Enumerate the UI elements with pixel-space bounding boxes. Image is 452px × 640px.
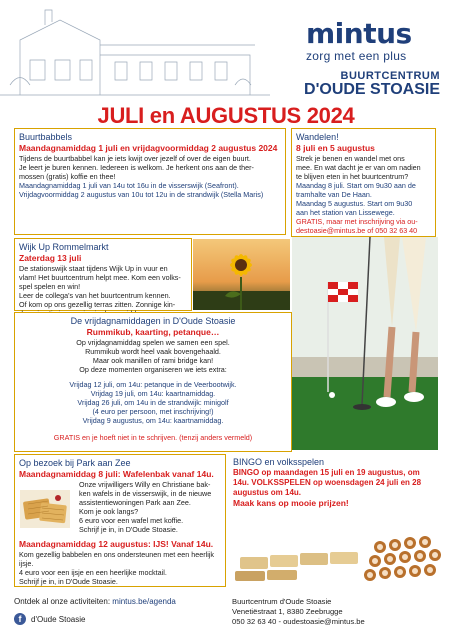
vrijdag-event: Vrijdag 9 augustus, om 14u: kaartnamiddag.: [82, 416, 224, 425]
park-text-line: 4 euro voor een ijsje en een heerlijke mocktail.: [19, 568, 167, 577]
wandelen-info-line: GRATIS, maar met inschrijving via ou-: [296, 217, 418, 226]
wandelen-dates: 8 juli en 5 augustus: [296, 143, 375, 153]
page-title: JULI en AUGUSTUS 2024: [97, 103, 355, 128]
vrijdag-event: Vrijdag 26 juli, om 14u in de strandwijk: minigolf: [77, 398, 229, 407]
bingo-tokens-photo: [230, 535, 445, 590]
park-title: Op bezoek bij Park aan Zee: [19, 458, 131, 468]
wijkup-text-line: Of kom op ons gezellig terras zitten. Zonnige kin-: [19, 300, 176, 309]
wandelen-schedule-line: aan het station van Lissewege.: [296, 208, 395, 217]
park-text-line: Onze vrijwilligers Willy en Christiane bak-: [79, 480, 211, 489]
address-block: [232, 597, 365, 627]
buurtbabbels-schedule-line: Maandagnamiddag 1 juli van 14u tot 16u in de visserswijk (Seafront).: [19, 181, 239, 190]
wijkup-date: Zaterdag 13 juli: [19, 253, 82, 263]
minigolf-photo: [292, 237, 438, 450]
agenda-line: [14, 597, 176, 606]
buurtbabbels-box: [14, 128, 286, 235]
mintus-logo: [306, 17, 446, 63]
park-text-line: 6 euro voor een wafel met koffie.: [79, 516, 184, 525]
wandelen-info-line: destoasie@mintus.be of 050 32 63 40: [296, 226, 418, 235]
wijkup-box: [14, 238, 192, 311]
buurtbabbels-dates: Maandagnamiddag 1 juli en vrijdagvoormiddag 2 augustus 2024: [19, 143, 278, 153]
wandelen-schedule-line: Maandag 5 augustus. Start om 9u30: [296, 199, 413, 208]
wandelen-schedule-line: tramhalte van De Haan.: [296, 190, 372, 199]
wandelen-title: Wandelen!: [296, 132, 339, 142]
vrijdag-event: (4 euro per persoon, met inschrijving!): [92, 407, 214, 416]
wandelen-box: [291, 128, 436, 237]
vrijdag-text-line: Rummikub wordt heel vaak bovengehaald.: [85, 347, 221, 356]
wijkup-text-line: vlam! Het buurtcentrum helpt mee. Kom een volks-: [19, 273, 181, 282]
park-text-line: Kom gezellig babbelen en ons ondersteunen met een heerlijk ijsje.: [19, 550, 214, 568]
park-text-line: assistentiewoningen Park aan Zee.: [79, 498, 191, 507]
center-label: BUURTCENTRUM: [340, 70, 440, 82]
park-text-line: Schrijf je in, in D'Oude Stoasie.: [19, 577, 118, 586]
buurtbabbels-schedule-line: Vrijdagvoormiddag 2 augustus van 10u tot 12u in de strandwijk (Stella Maris): [19, 190, 264, 199]
logo-tagline: zorg met een plus: [306, 49, 407, 63]
park-text-line: ken wafels in de visserswijk, in de nieuwe: [79, 489, 212, 498]
park-headline-waffles: Maandagnamiddag 8 juli: Wafelenbak vanaf 14u.: [19, 469, 214, 479]
bingo-text: BINGO op maandagen 15 juli en 19 augustus, om 14u. VOLKSSPELEN op woensdagen 24 juli en 28 augustus om 14u.: [233, 468, 422, 497]
agenda-prefix: Ontdek al onze activiteiten:: [14, 597, 113, 606]
waffle-photo: [20, 490, 70, 528]
wandelen-schedule-line: Maandag 8 juli. Start om 9u30 aan de: [296, 181, 416, 190]
sunflower-photo: [193, 239, 290, 310]
bingo-title: BINGO en volksspelen: [233, 457, 325, 467]
vrijdag-text-line: Op deze momenten organiseren we iets extra:: [79, 365, 227, 374]
wandelen-text-line: te blijven eten in het buurtcentrum?: [296, 172, 409, 181]
buurtbabbels-text-line: mossen (gratis) koffie en thee!: [19, 172, 116, 181]
facebook-link[interactable]: [14, 613, 85, 625]
address-contact: 050 32 63 40 - oudestoasie@mintus.be: [232, 617, 365, 626]
vrijdag-subtitle: Rummikub, kaarting, petanque…: [86, 327, 220, 337]
vrijdag-event: Vrijdag 12 juli, om 14u: petanque in de Veerbootwijk.: [69, 380, 237, 389]
logo-wordmark: mintus: [306, 17, 412, 50]
wandelen-text-line: Strek je benen en wandel met ons: [296, 154, 405, 163]
bingo-cta: Maak kans op mooie prijzen!: [233, 498, 349, 508]
wijkup-text-line: Leer de collega's van het buurtcentrum kennen.: [19, 291, 171, 300]
vrijdag-text-line: Op vrijdagnamiddag spelen we samen een spel.: [76, 338, 230, 347]
buurtbabbels-text-line: Je leert je buren kennen. Iedereen is welkom. Je herkent ons aan de ther-: [19, 163, 254, 172]
wijkup-text-line: spel spelen en win!: [19, 282, 81, 291]
park-headline-icecream: Maandagnamiddag 12 augustus: IJS! Vanaf 14u.: [19, 539, 214, 549]
park-text-line: Schrijf je in, in D'Oude Stoasie.: [79, 525, 178, 534]
vrijdag-text-line: Maar ook manillen of rami bridge kan!: [92, 356, 214, 365]
agenda-link[interactable]: mintus.be/agenda: [112, 597, 176, 606]
wijkup-title: Wijk Up Rommelmarkt: [19, 242, 109, 252]
address-name: Buurtcentrum d'Oude Stoasie: [232, 597, 332, 606]
facebook-label: d'Oude Stoasie: [31, 614, 86, 624]
vrijdag-event: Vrijdag 19 juli, om 14u: kaartnamiddag.: [90, 389, 216, 398]
buurtbabbels-title: Buurtbabbels: [19, 132, 73, 142]
vrijdag-box: [14, 312, 292, 452]
center-name: D'OUDE STOASIE: [304, 81, 440, 98]
facebook-icon: f: [14, 613, 26, 625]
vrijdag-note: GRATIS en je hoeft niet in te schrijven. (tenzij anders vermeld): [53, 433, 253, 442]
address-street: Venetiëstraat 1, 8380 Zeebrugge: [232, 607, 343, 616]
wandelen-text-line: mee. En wat dacht je er van om nadien: [296, 163, 421, 172]
buurtbabbels-text-line: Tijdens de buurtbabbel kan je iets kwijt over jezelf of over de eigen buurt.: [19, 154, 251, 163]
vrijdag-title: De vrijdagnamiddagen in D'Oude Stoasie: [70, 316, 236, 326]
wijkup-text-line: De stationswijk staat tijdens Wijk Up in vuur en: [19, 264, 168, 273]
station-sketch-illustration: [0, 0, 270, 100]
park-text-line: Kom je ook langs?: [79, 507, 139, 516]
